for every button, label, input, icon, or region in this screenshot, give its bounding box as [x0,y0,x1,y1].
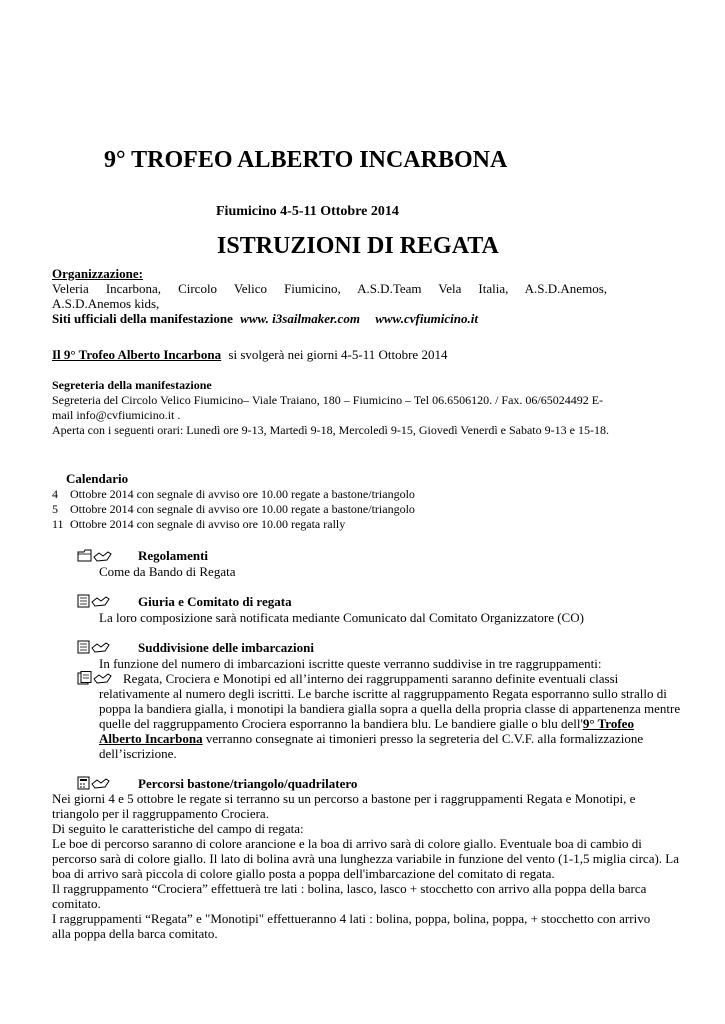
calendar-row [52,487,415,502]
calendar-text: Ottobre 2014 con segnale di avviso ore 10.00 regate a bastone/triangolo [70,502,415,516]
section-body-percorsi [52,791,679,941]
section-heading-percorsi: Percorsi bastone/triangolo/quadrilatero [138,776,358,791]
event-name-link: Alberto Incarbona [99,731,203,746]
body-line: alla poppa della barca comitato. [52,926,218,941]
body-line: Il raggruppamento “Crociera” effettuerà tre lati : bolina, lasco, lasco + stocchetto con arrivo alla poppa della barca [52,881,647,896]
body-line: boa di arrivo sarà piccola di colore giallo posta a poppa dell'imbarcazione del comitato di regata. [52,866,555,881]
calendar-text: Ottobre 2014 con segnale di avviso ore 10.00 regate a bastone/triangolo [70,487,415,501]
sites-label: Siti ufficiali della manifestazione [52,311,233,326]
section-body-giuria: La loro composizione sarà notificata mediante Comunicato dal Comitato Organizzatore (CO) [99,610,584,625]
event-name-link: 9° Trofeo [582,716,634,731]
event-subtitle: Fiumicino 4-5-11 Ottobre 2014 [216,204,399,219]
section-body-suddivisione: poppa la bandiera gialla, i monotipi la bandiera gialla sopra a quella della propria classe di appartenenza mentre [99,701,681,716]
calendar-day: 4 [52,487,58,501]
site-link[interactable]: www.cvfiumicino.it [375,311,478,326]
secretariat-email: mail info@cvfiumicino.it . [52,408,181,422]
body-line: Le boe di percorso saranno di colore arancione e la boa di arrivo sarà di colore giallo. Eventuale boa di cambio di [52,836,642,851]
organization-line: A.S.D.Anemos kids, [52,296,160,311]
site-link[interactable]: www. i3sailmaker.com [240,311,360,326]
section-body-suddivisione: In funzione del numero di imbarcazioni iscritte queste verranno suddivise in tre raggruppamenti: [99,656,602,671]
body-line: comitato. [52,896,101,911]
section-heading-regolamenti: Regolamenti [138,548,209,563]
secretariat-heading: Segreteria della manifestazione [52,378,212,392]
body-line: Di seguito le caratteristiche del campo di regata: [52,821,304,836]
secretariat-hours: Aperta con i seguenti orari: Lunedì ore 9-13, Martedì 9-18, Mercoledì 9-15, Giovedì Venerdì e Sabato 9-13 e 15-18. [52,423,609,437]
documents-hand-icon [77,671,113,685]
organization-line: Veleria Incarbona, Circolo Velico Fiumicino, A.S.D.Team Vela Italia, A.S.D.Anemos, [52,281,607,296]
document-hand-icon [77,640,113,654]
official-sites [52,311,607,326]
calendar-list [52,487,415,532]
body-line: I raggruppamenti “Regata” e "Monotipi" effettueranno 4 lati : bolina, poppa, bolina, poppa, + stocchetto con arrivo [52,911,651,926]
body-text: verranno consegnate ai timonieri presso la segreteria del C.V.F. alla formalizzazione [202,731,644,746]
body-text: quelle del raggruppamento Crociera esporranno la bandiera blu. Le bandiere gialle o blu dell' [99,716,583,731]
section-body-suddivisione: relativamente al numero degli iscritti. Le barche iscritte al raggruppamento Regata esporranno sullo strallo di [99,686,667,701]
section-heading-suddivisione: Suddivisione delle imbarcazioni [138,640,315,655]
intro-line [52,347,447,362]
body-line: Nei giorni 4 e 5 ottobre le regate si terranno su un percorso a bastone per i raggruppamenti Regata e Monotipi, e [52,791,636,806]
main-title: 9° TROFEO ALBERTO INCARBONA [104,147,508,173]
body-line: triangolo per il raggruppamento Crociera. [52,806,269,821]
organization-block [52,266,607,326]
secretariat-line: Segreteria del Circolo Velico Fiumicino– Viale Traiano, 180 – Fiumicino – Tel 06.6506120. / Fax. 06/65024492 E- [52,393,604,407]
section-body-suddivisione: dell’iscrizione. [99,746,177,761]
calendar-heading: Calendario [66,471,129,486]
intro-text: si svolgerà nei giorni 4-5-11 Ottobre 2014 [228,347,448,362]
secretariat-block [52,378,607,438]
calendar-day: 5 [52,502,58,516]
section-body-suddivisione [99,716,634,731]
section-heading-giuria: Giuria e Comitato di regata [138,594,292,609]
event-name: Il 9° Trofeo Alberto Incarbona [52,347,222,362]
body-line: percorso sarà di colore giallo. Il lato di bolina avrà una lunghezza variabile in funzione del vento (1-1,5 miglia circa). La [52,851,680,866]
document-title: ISTRUZIONI DI REGATA [217,233,499,259]
section-body-regolamenti: Come da Bando di Regata [99,564,236,579]
section-body-suddivisione: Regata, Crociera e Monotipi ed all’interno dei raggruppamenti saranno definite eventuali classi [123,671,619,686]
section-body-suddivisione [99,731,643,746]
calendar-text: Ottobre 2014 con segnale di avviso ore 10.00 regata rally [70,517,346,531]
document-hand-icon [77,594,113,608]
calendar-row [52,517,415,532]
calendar-row [52,502,415,517]
calculator-hand-icon [77,776,113,790]
folder-hand-icon [77,549,113,563]
calendar-day: 11 [52,517,64,531]
organization-label: Organizzazione: [52,266,143,281]
